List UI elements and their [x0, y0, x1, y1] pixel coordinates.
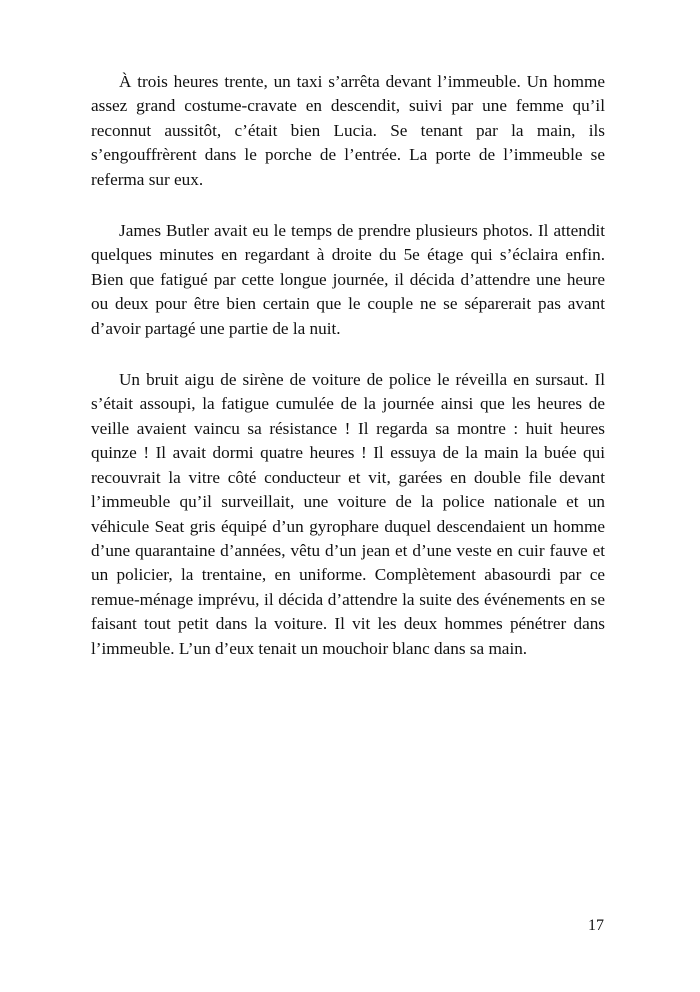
paragraph-taxi-arrival: À trois heures trente, un taxi s’arrêta devant l’immeuble. Un homme assez grand costume-cravate en descendit, suivi par une femme qu’il reconnut aussitôt, c’était bien Lucia. Se tenant par la main, ils s’engouffrèrent dans le porche de l’entrée. La porte de l’immeuble se referma sur eux. [91, 72, 605, 189]
page-number: 17 [588, 917, 604, 934]
paragraph-james-butler-photos: James Butler avait eu le temps de prendre plusieurs photos. Il attendit quelques minutes en regardant à droite du 5e étage qui s’éclaira enfin. Bien que fatigué par cette longue journée, il décida d’attendre une heure ou deux pour être bien certain que le couple ne se séparerait pas avant d’avoir partagé une partie de la nuit. [91, 221, 605, 338]
body-text [91, 70, 605, 688]
paragraph-police-siren: Un bruit aigu de sirène de voiture de police le réveilla en sursaut. Il s’était assoupi, la fatigue cumulée de la journée ainsi que les heures de veille avaient vaincu sa résistance ! Il regarda sa montre : huit heures quinze ! Il avait dormi quatre heures ! Il essuya de la main la buée qui recouvrait la vitre côté conducteur et vit, garées en double file devant l’immeuble qu’il surveillait, une voiture de la police nationale et un véhicule Seat gris équipé d’un gyrophare duquel descendaient un homme d’une quarantaine d’années, vêtu d’un jean et d’une veste en cuir fauve et un policier, la trentaine, en uniforme. Complètement abasourdi par ce remue-ménage imprévu, il décida d’attendre la suite des événements en se faisant tout petit dans la voiture. Il vit les deux hommes pénétrer dans l’immeuble. L’un d’eux tenait un mouchoir blanc dans sa main. [91, 370, 605, 658]
